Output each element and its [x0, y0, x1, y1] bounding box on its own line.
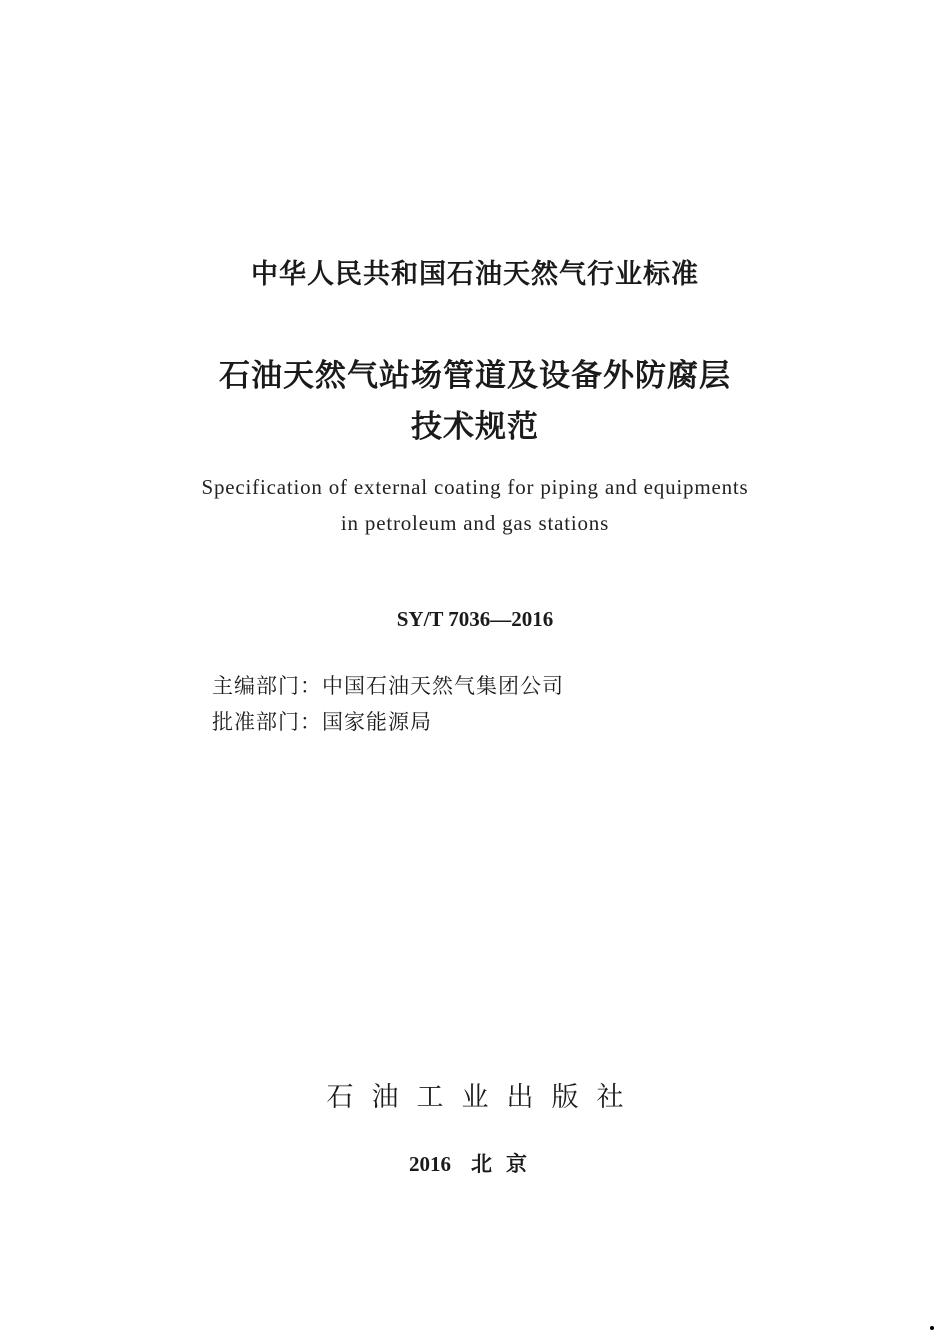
document-title-line-1: 石油天然气站场管道及设备外防腐层 — [219, 358, 731, 394]
editor-department — [212, 670, 564, 700]
industry-standard-heading: 中华人民共和国石油天然气行业标准 — [251, 259, 699, 290]
document-title-line-2: 技术规范 — [411, 409, 539, 445]
editor-department-label: 主编部门： — [212, 674, 322, 698]
editor-department-value: 中国石油天然气集团公司 — [322, 674, 564, 698]
approver-department — [212, 706, 432, 736]
english-title-line-1: Specification of external coating for piping and equipments — [201, 475, 749, 499]
page-mark — [930, 1326, 934, 1330]
approver-department-value: 国家能源局 — [322, 710, 432, 734]
publication-city: 北京 — [471, 1151, 541, 1176]
approver-department-label: 批准部门： — [212, 710, 322, 734]
standard-code: SY/T 7036—2016 — [396, 607, 554, 631]
english-title-line-2: in petroleum and gas stations — [340, 511, 610, 535]
publisher-name: 石油工业出版社 — [326, 1082, 642, 1113]
imprint — [0, 1148, 950, 1178]
publication-year: 2016 — [409, 1152, 451, 1176]
